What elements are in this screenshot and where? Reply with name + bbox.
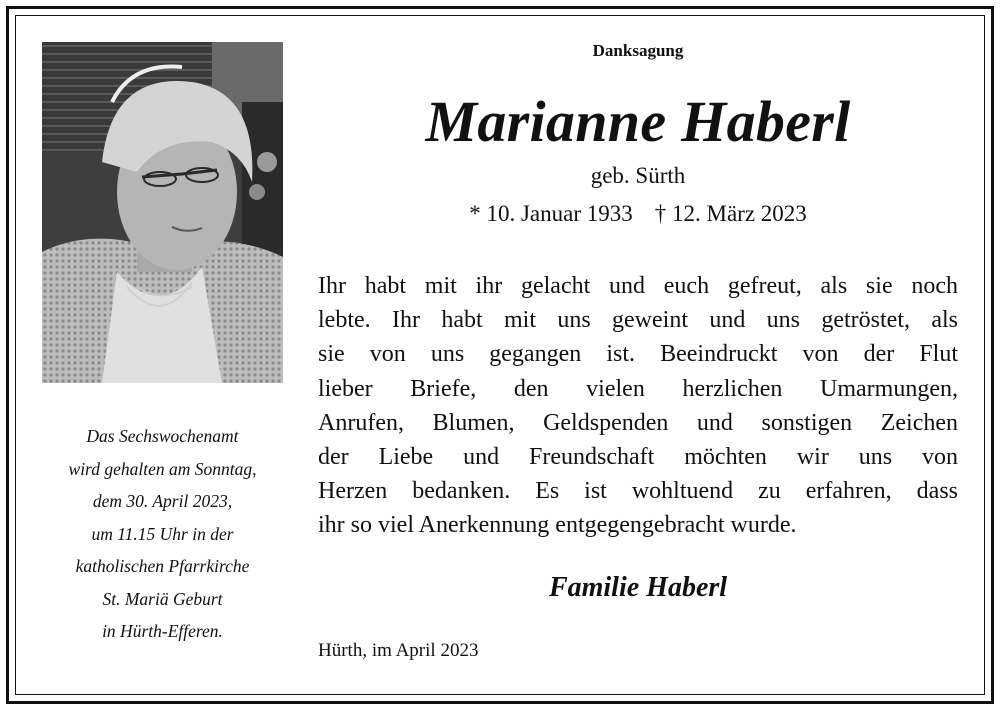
service-line: dem 30. April 2023, xyxy=(92,491,233,511)
portrait-photo-icon xyxy=(42,42,283,383)
service-line: wird gehalten am Sonntag, xyxy=(68,458,257,479)
text-line: Anrufen, Blumen, Geldspenden und sonstigen Zeichen xyxy=(318,409,958,436)
death-date: † 12. März 2023 xyxy=(654,201,807,226)
service-line: St. Mariä Geburt xyxy=(102,588,223,609)
thank-you-text xyxy=(318,269,958,543)
birth-date: * 10. Januar 1933 xyxy=(469,201,633,226)
deceased-name: Marianne Haberl xyxy=(425,89,851,154)
service-line: in Hürth-Efferen. xyxy=(102,621,223,641)
service-line: katholischen Pfarrkirche xyxy=(75,556,250,576)
service-line: um 11.15 Uhr in der xyxy=(91,523,234,544)
text-line: sie von uns gegangen ist. Beeindruckt von der Flut xyxy=(318,341,958,368)
service-info xyxy=(35,420,290,648)
notice-heading: Danksagung xyxy=(592,41,684,60)
family-signature: Familie Haberl xyxy=(548,572,728,603)
text-line: der Liebe und Freundschaft möchten wir uns von xyxy=(318,444,958,471)
text-line: lebte. Ihr habt mit uns geweint und uns getröstet, als xyxy=(318,307,958,334)
life-dates xyxy=(318,201,958,227)
text-line: lieber Briefe, den vielen herzlichen Umarmungen, xyxy=(318,375,958,402)
maiden-name: geb. Sürth xyxy=(590,163,686,188)
text-line: ihr so viel Anerkennung entgegengebracht wurde. xyxy=(318,512,797,539)
service-line: Das Sechswochenamt xyxy=(86,426,239,446)
text-line: Ihr habt mit ihr gelacht und euch gefreut, als sie noch xyxy=(318,273,958,299)
portrait-photo xyxy=(42,42,283,383)
place-date: Hürth, im April 2023 xyxy=(318,640,479,661)
text-line: Herzen bedanken. Es ist wohltuend zu erfahren, dass xyxy=(318,478,958,505)
